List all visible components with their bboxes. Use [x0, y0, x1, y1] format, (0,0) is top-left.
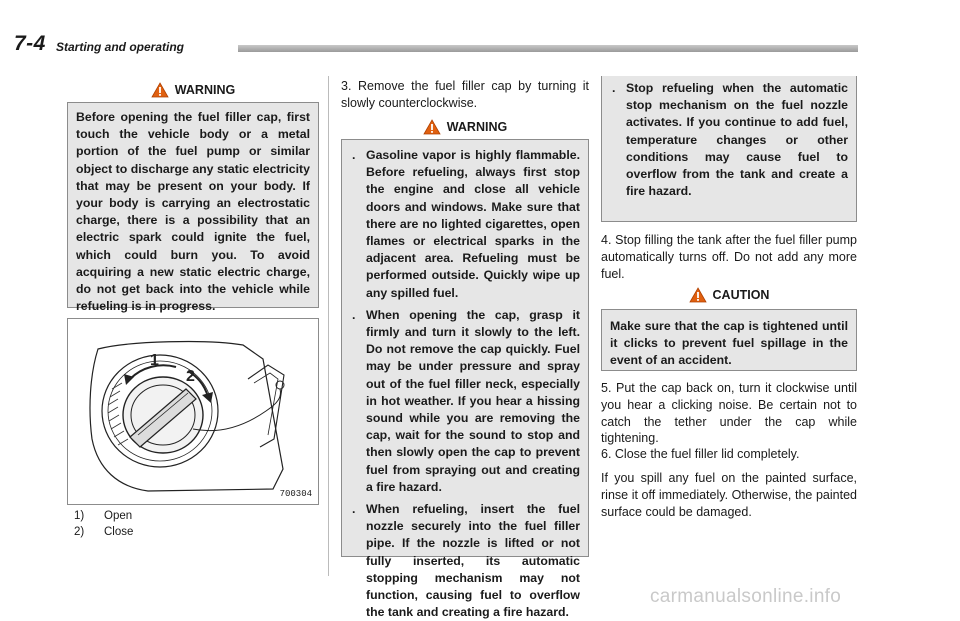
step-5: 5. Put the cap back on, turn it clockwise until you hear a clicking noise. Be certain not to catch the tether under the cap while tightening. — [601, 381, 857, 446]
fuel-cap-illustration — [68, 319, 318, 504]
legend-item — [74, 509, 133, 525]
section-title: Starting and operating — [56, 40, 185, 54]
warning-text: Before opening the fuel filler cap, first touch the vehicle body or a metal portion of the fuel pump or similar object to discharge any static electricity that may be present on your body. If your body is carrying an electrostatic charge, there is a possibility that an electric spark could ignite the fuel, which could burn you. To avoid acquiring a new static electric charge, do not get back into the vehicle while refueling is in progress. — [76, 110, 310, 314]
step-3: 3. Remove the fuel filler cap by turning it slowly counterclockwise. — [341, 79, 589, 110]
bullet-text: Stop refueling when the automatic stop mechanism on the fuel nozzle activates. If you continue to add fuel, temperature changes or other conditions may cause fuel to overflow from the tank and create a fire hazard. — [626, 81, 848, 199]
legend-key: 2) — [74, 525, 85, 538]
watermark: carmanualsonline.info — [650, 586, 842, 607]
step-4: 4. Stop filling the tank after the fuel filler pump automatically turns off. Do not add any more fuel. — [601, 233, 857, 281]
caution-title-text: CAUTION — [712, 288, 770, 302]
warning-box-2 — [341, 139, 589, 620]
legend-label: Close — [104, 525, 134, 538]
caution-box — [601, 309, 857, 371]
callout-1: 1 — [150, 352, 159, 369]
caution-icon — [689, 287, 707, 303]
bullet-text: When opening the cap, grasp it firmly and turn it slowly to the left. Do not remove the cap quickly. Fuel may be under pressure and spray out of the fuel filler neck, especially in hot weather. If you hear a hissing sound while you are removing the cap, wait for the sound to stop and then slowly open the cap to prevent fuel from spraying out and creating a fire hazard. — [366, 307, 580, 494]
header-rule — [238, 45, 858, 52]
bullet-text: When refueling, insert the fuel nozzle securely into the fuel filler pipe. If the nozzle is lifted or not fully inserted, its automatic stopping mechanism may not function, causing fuel to overflow the tank and creating a fire hazard. — [366, 502, 580, 620]
fuel-cap-figure — [67, 318, 319, 505]
warning-title-text: WARNING — [174, 83, 236, 97]
warning-box-2-continued — [601, 76, 857, 222]
legend-item — [74, 525, 133, 541]
warning-bullet: . Stop refueling when the automatic stop mechanism on the fuel nozzle activates. If you continue to add fuel, temperature changes or other conditions may cause fuel to overflow from the tank and create a fire hazard. — [612, 81, 848, 199]
warning-icon — [151, 82, 169, 98]
warning-title — [67, 79, 319, 101]
figure-code: 700304 — [279, 489, 312, 499]
page-number: 7-4 — [14, 32, 46, 55]
legend-label: Open — [104, 510, 133, 522]
warning-box — [67, 102, 319, 314]
callout-2: 2 — [186, 368, 195, 385]
warning-title-text: WARNING — [446, 120, 508, 134]
warning-bullet: . When opening the cap, grasp it firmly and turn it slowly to the left. Do not remove the cap quickly. Fuel may be under pressure and spray out of the fuel filler neck, especially in hot weather. If you hear a hissing sound while you are removing the cap, wait for the sound to stop and then slowly open the cap to prevent fuel from spraying out and creating a fire hazard. — [352, 307, 580, 494]
caution-text: Make sure that the cap is tightened until it clicks to prevent fuel spillage in the event of an accident. — [610, 319, 848, 368]
caution-title — [601, 284, 857, 306]
legend-key: 1) — [74, 510, 85, 522]
note-paragraph: If you spill any fuel on the painted surface, rinse it off immediately. Otherwise, the painted surface could be damaged. — [601, 471, 857, 519]
bullet-text: Gasoline vapor is highly flammable. Before refueling, always first stop the engine and close all vehicle doors and windows. Make sure that there are no lighted cigarettes, open flames or electrical sparks in the adjacent area. Refueling must be performed outside. Quickly wipe up any spilled fuel. — [366, 148, 580, 300]
figure-legend — [74, 509, 133, 540]
column-divider — [328, 76, 329, 576]
warning-icon — [423, 119, 441, 135]
warning-bullet: . When refueling, insert the fuel nozzle securely into the fuel filler pipe. If the nozzle is lifted or not fully inserted, its automatic stopping mechanism may not function, causing fuel to overflow the tank and creating a fire hazard. — [352, 502, 580, 620]
warning-bullet: . Gasoline vapor is highly flammable. Before refueling, always first stop the engine and close all vehicle doors and windows. Make sure that there are no lighted cigarettes, open flames or electrical sparks in the adjacent area. Refueling must be performed outside. Quickly wipe up any spilled fuel. — [352, 148, 580, 300]
step-6: 6. Close the fuel filler lid completely. — [601, 447, 800, 461]
warning-title-2 — [341, 116, 589, 138]
